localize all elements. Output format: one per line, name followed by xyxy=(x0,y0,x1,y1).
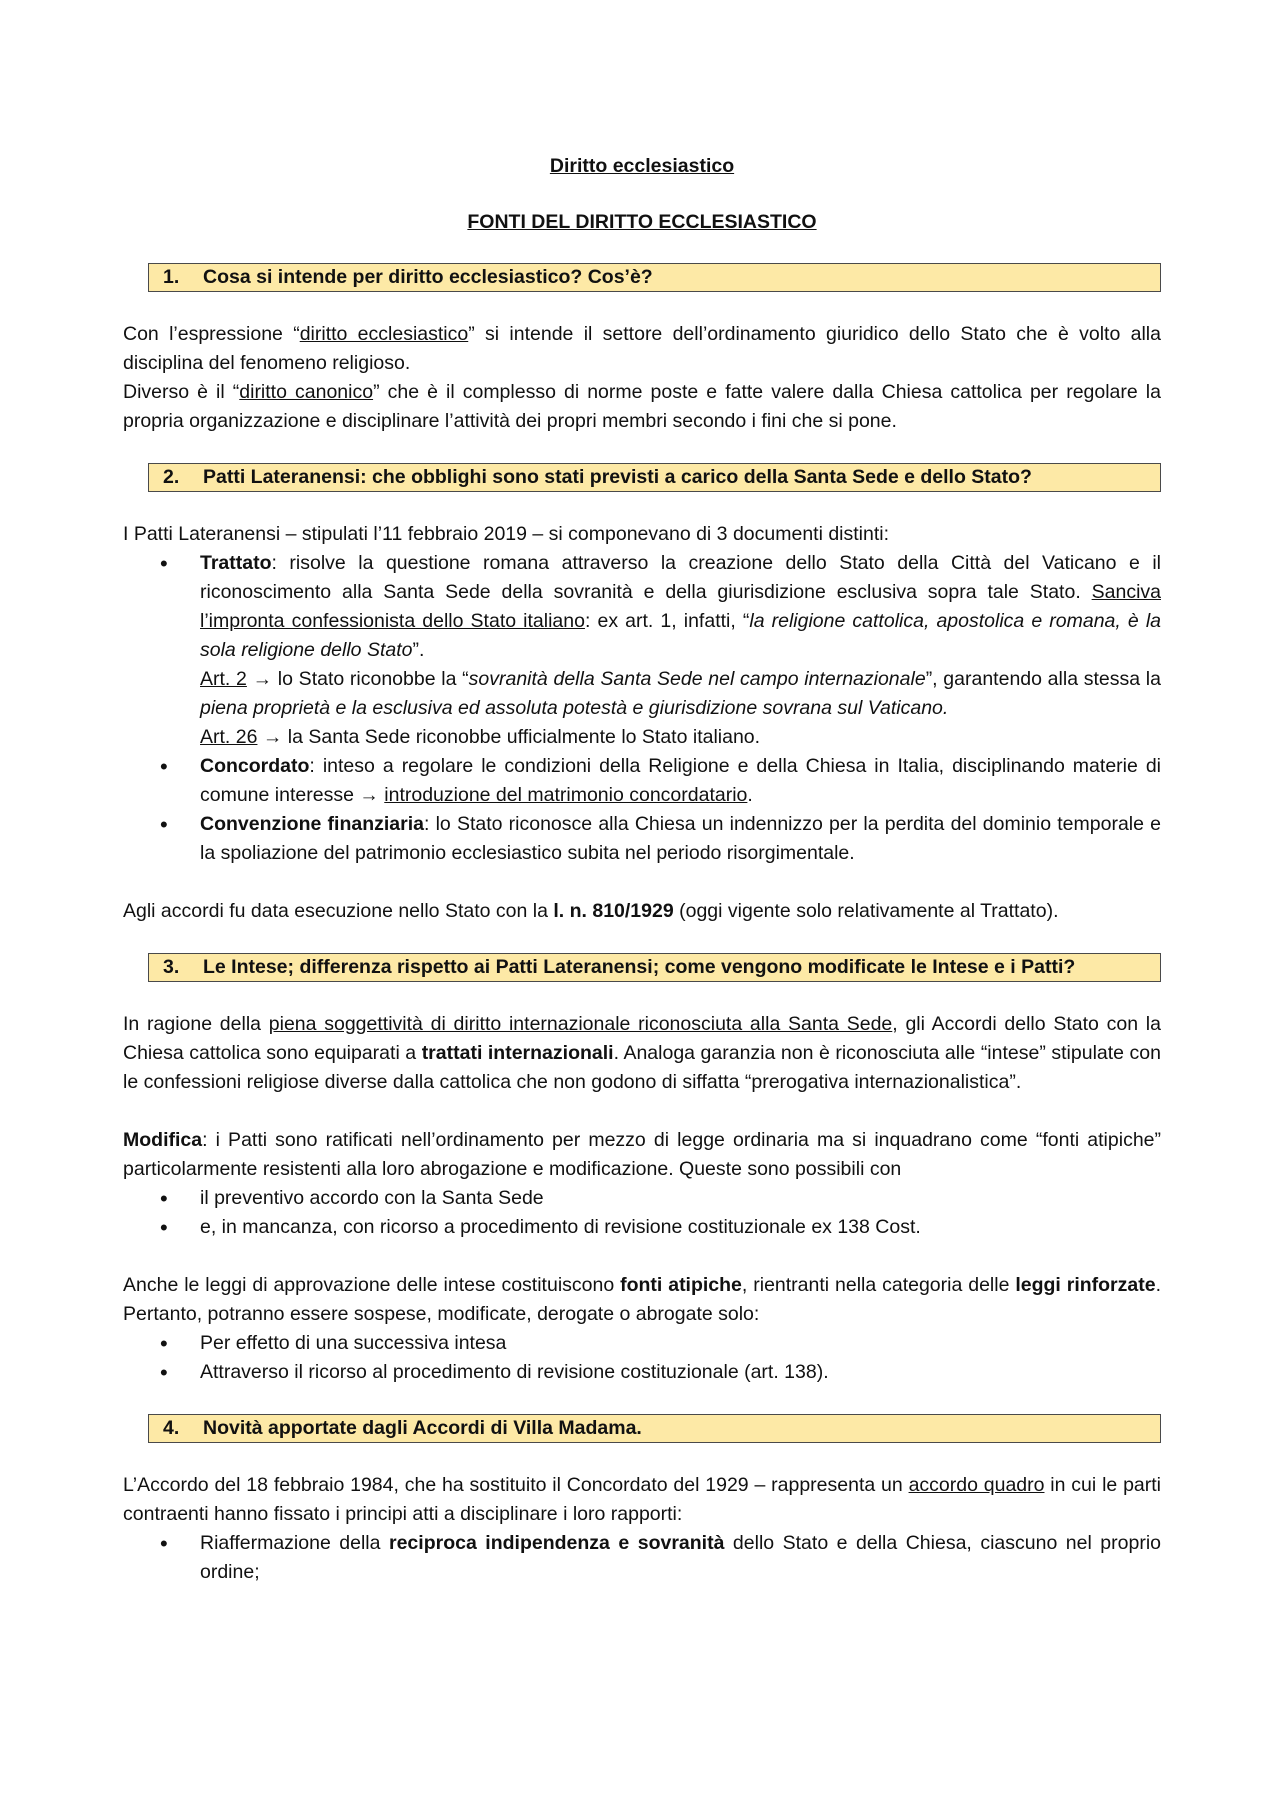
question-number: 1. xyxy=(163,266,180,288)
question-box-2 xyxy=(148,463,1161,492)
question-text: Patti Lateranensi: che obblighi sono stati previsti a carico della Santa Sede e dello Stato? xyxy=(203,466,1032,488)
paragraph: Diverso è il “diritto canonico” che è il complesso di norme poste e fatte valere dalla Chiesa cattolica per regolare la propria organizzazione e disciplinare l’attività dei propri membri secondo i fini che si pone. xyxy=(123,381,1161,432)
question-text: Cosa si intende per diritto ecclesiastico? Cos’è? xyxy=(203,266,653,288)
list-item: • Convenzione finanziaria: lo Stato riconosce alla Chiesa un indennizzo per la perdita del dominio temporale e la spoliazione del patrimonio ecclesiastico subita nel periodo risorgimentale. xyxy=(123,810,1161,868)
bullet-list xyxy=(123,1184,1161,1242)
question-number: 3. xyxy=(163,956,180,978)
question-number: 4. xyxy=(163,1417,180,1439)
list-item: • Concordato: inteso a regolare le condizioni della Religione e della Chiesa in Italia, disciplinando materie di comune interesse → introduzione del matrimonio concordatario. xyxy=(123,752,1161,810)
question-number: 2. xyxy=(163,466,180,488)
paragraph: Anche le leggi di approvazione delle intese costituiscono fonti atipiche, rientranti nella categoria delle leggi rinforzate. Pertanto, potranno essere sospese, modificate, derogate o abrogate solo: xyxy=(123,1274,1161,1325)
paragraph: Con l’espressione “diritto ecclesiastico” si intende il settore dell’ordinamento giuridico dello Stato che è volto alla disciplina del fenomeno religioso. xyxy=(123,323,1161,374)
list-item: • Attraverso il ricorso al procedimento di revisione costituzionale (art. 138). xyxy=(123,1358,1161,1387)
paragraph: Modifica: i Patti sono ratificati nell’ordinamento per mezzo di legge ordinaria ma si inquadrano come “fonti atipiche” particolarmente resistenti alla loro abrogazione e modificazione. Queste sono possibili con xyxy=(123,1129,1161,1180)
list-item: • Trattato: risolve la questione romana attraverso la creazione dello Stato della Città del Vaticano e il riconoscimento alla Santa Sede della sovranità e della giurisdizione esclusiva sopra tale Stato. Sanciva l’impronta confessionista dello Stato italiano: ex art. 1, infatti, “la religione cattolica, apostolica e romana, è la sola religione dello Stato”. Art. 2 → lo Stato riconobbe la “sovranità della Santa Sede nel campo internazionale”, garantendo alla stessa la piena proprietà e la esclusiva ed assoluta potestà e giurisdizione sovrana sul Vaticano. Art. 26 → la Santa Sede riconobbe ufficialmente lo Stato italiano. xyxy=(123,549,1161,752)
question-text: Novità apportate dagli Accordi di Villa Madama. xyxy=(203,1417,642,1439)
list-item: • Per effetto di una successiva intesa xyxy=(123,1329,1161,1358)
document-body xyxy=(123,152,1161,1587)
document-title: Diritto ecclesiastico xyxy=(549,155,735,177)
question-box-3 xyxy=(148,953,1161,982)
question-box-4 xyxy=(148,1414,1161,1443)
bullet-list xyxy=(123,1529,1161,1587)
paragraph: In ragione della piena soggettività di diritto internazionale riconosciuta alla Santa Sede, gli Accordi dello Stato con la Chiesa cattolica sono equiparati a trattati internazionali. Analoga garanzia non è riconosciuta alle “intese” stipulate con le confessioni religiose diverse dalla cattolica che non godono di siffatta “prerogativa internazionalistica”. xyxy=(123,1013,1161,1093)
paragraph: Agli accordi fu data esecuzione nello Stato con la l. n. 810/1929 (oggi vigente solo relativamente al Trattato). xyxy=(123,900,1059,922)
paragraph: L’Accordo del 18 febbraio 1984, che ha sostituito il Concordato del 1929 – rappresenta un accordo quadro in cui le parti contraenti hanno fissato i principi atti a disciplinare i loro rapporti: xyxy=(123,1474,1161,1525)
paragraph: I Patti Lateranensi – stipulati l’11 febbraio 2019 – si componevano di 3 documenti distinti: xyxy=(123,523,890,545)
bullet-list xyxy=(123,1329,1161,1387)
bullet-list xyxy=(123,549,1161,868)
question-text: Le Intese; differenza rispetto ai Patti Lateranensi; come vengono modificate le Intese e i Patti? xyxy=(203,956,1076,978)
list-item: • il preventivo accordo con la Santa Sede xyxy=(123,1184,1161,1213)
list-item: • Riaffermazione della reciproca indipendenza e sovranità dello Stato e della Chiesa, ciascuno nel proprio ordine; xyxy=(123,1529,1161,1587)
list-item: • e, in mancanza, con ricorso a procedimento di revisione costituzionale ex 138 Cost. xyxy=(123,1213,1161,1242)
document-subtitle: FONTI DEL DIRITTO ECCLESIASTICO xyxy=(467,211,817,233)
question-box-1 xyxy=(148,263,1161,292)
